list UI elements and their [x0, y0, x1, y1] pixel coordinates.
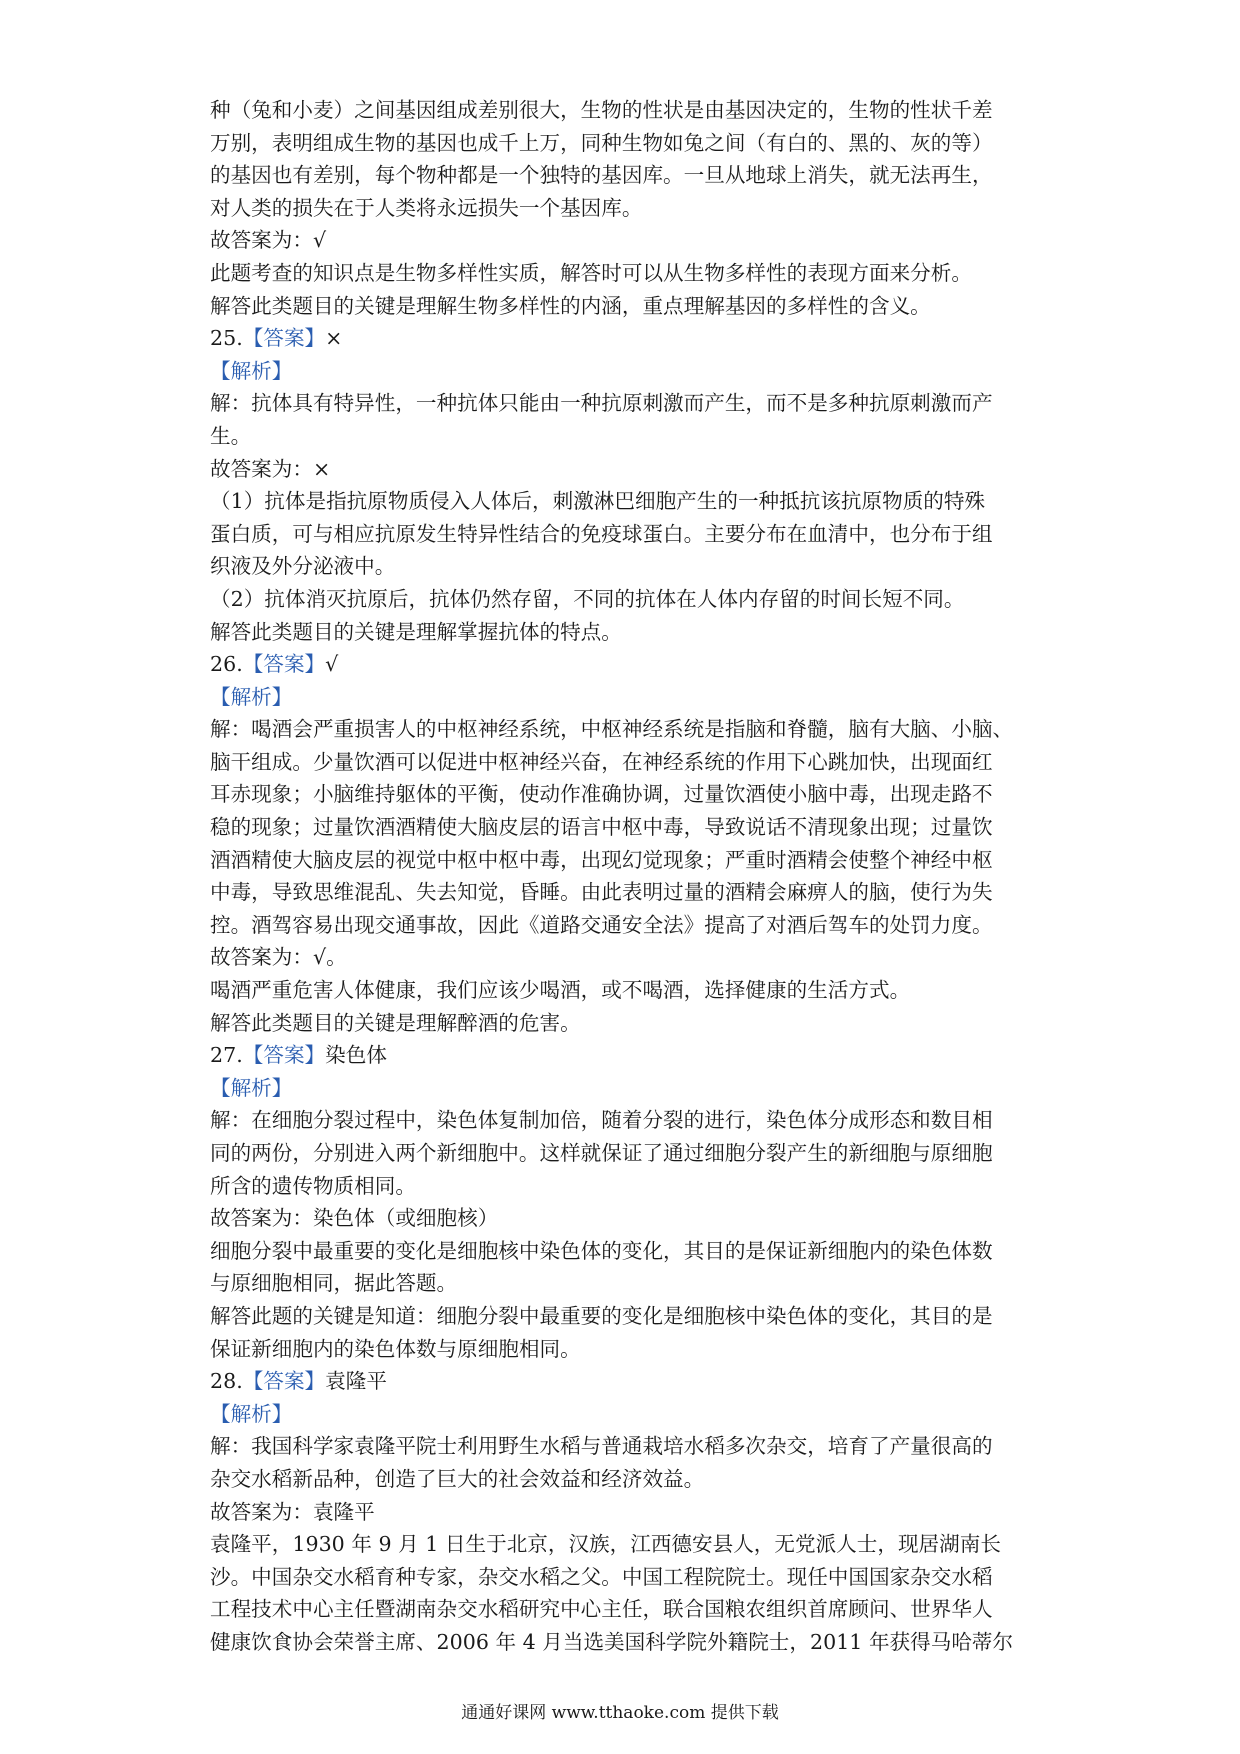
text-line: 解：我国科学家袁隆平院士利用野生水稻与普通栽培水稻多次杂交，培育了产量很高的	[210, 1434, 993, 1459]
text-line: 对人类的损失在于人类将永远损失一个基因库。	[210, 195, 643, 220]
text-line: 解：在细胞分裂过程中，染色体复制加倍，随着分裂的进行，染色体分成形态和数目相	[210, 1108, 993, 1133]
question-number: 25.	[210, 326, 243, 351]
text-line: 所含的遗传物质相同。	[210, 1173, 416, 1198]
text-line: 杂交水稻新品种，创造了巨大的社会效益和经济效益。	[210, 1466, 705, 1491]
text-line: 故答案为：×	[210, 456, 331, 481]
text-line: 故答案为：√	[210, 228, 327, 253]
text-line: 袁隆平，1930 年 9 月 1 日生于北京，汉族，江西德安县人，无党派人士，现居湖南长	[210, 1532, 1001, 1557]
text-line: 细胞分裂中最重要的变化是细胞核中染色体的变化，其目的是保证新细胞内的染色体数	[210, 1238, 993, 1263]
text-line: 酒酒精使大脑皮层的视觉中枢中枢中毒，出现幻觉现象；严重时酒精会使整个神经中枢	[210, 847, 993, 872]
text-line: 故答案为：√。	[210, 945, 347, 970]
answer-heading	[210, 1365, 1040, 1398]
answer-label: 【答案】	[242, 652, 326, 677]
answer-heading	[210, 648, 1040, 681]
text-line: 解答此类题目的关键是理解掌握抗体的特点。	[210, 619, 622, 644]
answer-heading	[210, 1039, 1040, 1072]
text-line: 健康饮食协会荣誉主席、2006 年 4 月当选美国科学院外籍院士，2011 年获得马哈蒂尔	[210, 1629, 1014, 1654]
text-line: 故答案为：袁隆平	[210, 1499, 375, 1524]
text-line: 解：喝酒会严重损害人的中枢神经系统，中枢神经系统是指脑和脊髓，脑有大脑、小脑、	[210, 717, 1014, 742]
text-line: 此题考查的知识点是生物多样性实质，解答时可以从生物多样性的表现方面来分析。	[210, 260, 972, 285]
text-line: 脑干组成。少量饮酒可以促进中枢神经兴奋，在神经系统的作用下心跳加快，出现面红	[210, 749, 993, 774]
text-line: 解答此类题目的关键是理解生物多样性的内涵，重点理解基因的多样性的含义。	[210, 293, 931, 318]
question-number: 26.	[210, 652, 243, 677]
answer-value: √	[325, 652, 339, 677]
text-line: 稳的现象；过量饮酒酒精使大脑皮层的语言中枢中毒，导致说话不清现象出现；过量饮	[210, 815, 993, 840]
text-line: （2）抗体消灭抗原后，抗体仍然存留，不同的抗体在人体内存留的时间长短不同。	[210, 586, 965, 611]
text-line: 耳赤现象；小脑维持躯体的平衡，使动作准确协调，过量饮酒使小脑中毒，出现走路不	[210, 782, 993, 807]
text-line: 与原细胞相同，据此答题。	[210, 1271, 458, 1296]
text-line: 解：抗体具有特异性，一种抗体只能由一种抗原刺激而产生，而不是多种抗原刺激而产	[210, 391, 993, 416]
answer-label: 【答案】	[242, 1043, 326, 1068]
question-number: 27.	[210, 1043, 243, 1068]
text-line: 织液及外分泌液中。	[210, 554, 396, 579]
answer-value: 染色体	[325, 1043, 387, 1068]
text-line: 的基因也有差别，每个物种都是一个独特的基因库。一旦从地球上消失，就无法再生，	[210, 163, 993, 188]
text-line: 中毒，导致思维混乱、失去知觉，昏睡。由此表明过量的酒精会麻痹人的脑，使行为失	[210, 880, 993, 905]
text-line: 沙。中国杂交水稻育种专家，杂交水稻之父。中国工程院院士。现任中国国家杂交水稻	[210, 1564, 993, 1589]
text-line: （1）抗体是指抗原物质侵入人体后，刺激淋巴细胞产生的一种抵抗该抗原物质的特殊	[210, 489, 986, 514]
text-line: 同的两份，分别进入两个新细胞中。这样就保证了通过细胞分裂产生的新细胞与原细胞	[210, 1141, 993, 1165]
analysis-label: 【解析】	[210, 1075, 293, 1100]
text-line: 工程技术中心主任暨湖南杂交水稻研究中心主任，联合国粮农组织首席顾问、世界华人	[210, 1597, 993, 1622]
text-line: 保证新细胞内的染色体数与原细胞相同。	[210, 1336, 581, 1361]
text-line: 控。酒驾容易出现交通事故，因此《道路交通安全法》提高了对酒后驾车的处罚力度。	[210, 912, 993, 937]
analysis-label: 【解析】	[210, 358, 293, 383]
text-line: 喝酒严重危害人体健康，我们应该少喝酒，或不喝酒，选择健康的生活方式。	[210, 978, 911, 1003]
text-line: 解答此题的关键是知道：细胞分裂中最重要的变化是细胞核中染色体的变化，其目的是	[210, 1303, 993, 1328]
answer-value: ×	[325, 326, 343, 351]
text-line: 种（兔和小麦）之间基因组成差别很大，生物的性状是由基因决定的，生物的性状千差	[210, 98, 993, 122]
document-body	[210, 94, 1040, 1659]
text-line: 故答案为：染色体（或细胞核）	[210, 1206, 499, 1231]
text-line: 生。	[210, 423, 252, 448]
page-footer: 通通好课网 www.tthaoke.com 提供下载	[461, 1703, 779, 1723]
answer-label: 【答案】	[242, 1369, 326, 1394]
answer-heading	[210, 322, 1040, 355]
text-line: 蛋白质，可与相应抗原发生特异性结合的免疫球蛋白。主要分布在血清中，也分布于组	[210, 521, 993, 546]
analysis-label: 【解析】	[210, 684, 293, 709]
answer-label: 【答案】	[242, 326, 326, 351]
text-line: 解答此类题目的关键是理解醉酒的危害。	[210, 1010, 581, 1035]
answer-value: 袁隆平	[325, 1369, 387, 1394]
question-number: 28.	[210, 1369, 243, 1394]
analysis-label: 【解析】	[210, 1401, 293, 1426]
text-line: 万别，表明组成生物的基因也成千上万，同种生物如兔之间（有白的、黑的、灰的等）	[210, 130, 993, 155]
